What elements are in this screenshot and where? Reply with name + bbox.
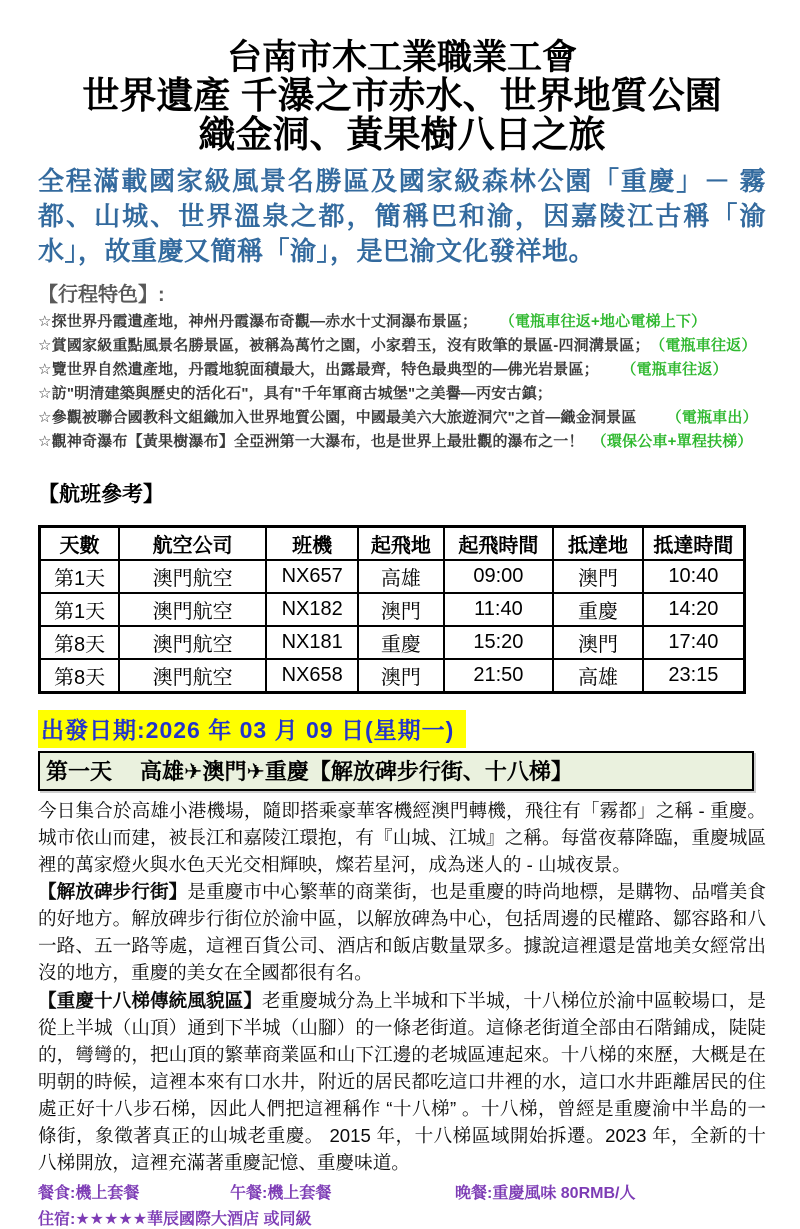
cell-arrive-time: 10:40 [643,560,745,593]
cell-depart-time: 21:50 [444,659,554,693]
cell-arrive-city: 澳門 [553,626,643,659]
meals-line [38,1180,766,1203]
cell-depart-city: 重慶 [358,626,444,659]
org-title: 台南市木工業職業工會 [226,38,577,77]
flight-table-header-row [40,526,745,560]
cell-depart-time: 15:20 [444,626,554,659]
cell-flight-no: NX181 [266,626,358,659]
feature-text: ☆觀神奇瀑布【黃果樹瀑布】全亞洲第一大瀑布，也是世界上最壯觀的瀑布之一！ [38,432,584,450]
flight-table [38,525,746,694]
meal-dinner: 晚餐:重慶風味 80RMB/人 [455,1184,636,1202]
cell-flight-no: NX657 [266,560,358,593]
cell-arrive-time: 17:40 [643,626,745,659]
cell-airline: 澳門航空 [119,560,266,593]
feature-note: （電瓶車往返） [657,336,757,354]
feature-text: ☆參觀被聯合國教科文組織加入世界地質公園，中國最美六大旅遊洞穴"之首—織金洞景區 [38,408,637,426]
intro-paragraph: 全程滿載國家級風景名勝區及國家級森林公園「重慶」－ 霧都、山城、世界溫泉之都，簡稱巴和渝，因嘉陵江古稱「渝水」，故重慶又簡稱「渝」，是巴渝文化發祥地。 [38,166,766,266]
feature-item [38,430,766,454]
day1-paragraph [38,878,766,987]
cell-day: 第8天 [40,626,120,659]
feature-note: （電瓶車往返） [628,360,728,378]
paragraph-text: 老重慶城分為上半城和下半城，十八梯位於渝中區較場口，是從上半城（山頂）通到下半城（山腳）的一條老街道。這條老街道全部由石階鋪成，陡陡的，彎彎的，把山頂的繁華商業區和山下江邊的老城區連起來。十八梯的來歷，大概是在明朝的時候，這裡本來有口水井，附近的居民都吃這口井裡的水，這口水井距離居民的住處正好十八步石梯，因此人們把這裡稱作 “十八梯” 。十八梯，曾經是重慶渝中半島的一條街，象徵著真正的山城老重慶。 2015 年，十八梯區域開始拆遷。2023 年，全新的十八梯開放，這裡充滿著重慶記憶、重慶味道。 [38,989,766,1174]
paragraph-text: 是重慶市中心繁華的商業街，也是重慶的時尚地標，是購物、品嚐美食的好地方。解放碑步行街位於渝中區，以解放碑為中心，包括周邊的民權路、鄒容路和八一路、五一路等處，這裡百貨公司、酒店和飯店數量眾多。據說這裡還是當地美女經常出沒的地方，重慶的美女在全國都很有名。 [38,881,766,984]
col-depart-time: 起飛時間 [444,526,554,560]
feature-note: （電瓶車出） [666,408,758,426]
cell-arrive-time: 23:15 [643,659,745,693]
feature-item [38,334,766,358]
cell-arrive-city: 澳門 [553,560,643,593]
feature-text: ☆探世界丹霞遺產地，神州丹霞瀑布奇觀—赤水十丈洞瀑布景區； [38,312,478,330]
col-day: 天數 [40,526,120,560]
feature-note: （電瓶車往返+地心電梯上下） [507,312,707,330]
cell-depart-time: 11:40 [444,593,554,626]
cell-depart-time: 09:00 [444,560,554,593]
paragraph-text: 今日集合於高雄小港機場，隨即搭乘豪華客機經澳門轉機，飛往有「霧都」之稱 - 重慶。城市依山而建，被長江和嘉陵江環抱，有『山城、江城』之稱。每當夜幕降臨，重慶城區裡的萬家燈火與水色天光交相輝映，燦若星河，成為迷人的 - 山城夜景。 [38,799,766,875]
col-arrive-time: 抵達時間 [643,526,745,560]
cell-flight-no: NX658 [266,659,358,693]
tour-title-line1: 世界遺產 千瀑之市赤水、世界地質公園 [82,74,722,116]
feature-text: ☆覽世界自然遺產地，丹霞地貌面積最大，出露最齊，特色最典型的—佛光岩景區； [38,360,599,378]
paragraph-lead: 【重慶十八梯傳統風貌區】 [38,989,263,1011]
cell-depart-city: 澳門 [358,593,444,626]
cell-airline: 澳門航空 [119,626,266,659]
flight-row [40,560,745,593]
tour-title-line2: 織金洞、黃果樹八日之旅 [198,113,606,155]
feature-text: ☆訪"明清建築與歷史的活化石"，具有"千年軍商古城堡"之美譽—丙安古鎮； [38,384,553,402]
feature-item [38,358,766,382]
day1-description [38,797,766,1177]
day1-route: 高雄✈澳門✈重慶【解放碑步行街、十八梯】 [140,758,573,784]
paragraph-lead: 【解放碑步行街】 [38,881,188,903]
flights-heading: 【航班參考】 [38,482,164,506]
cell-depart-city: 高雄 [358,560,444,593]
cell-day: 第8天 [40,659,120,693]
meal-lunch: 午餐:機上套餐 [230,1184,332,1202]
flight-row [40,659,745,693]
col-airline: 航空公司 [119,526,266,560]
cell-depart-city: 澳門 [358,659,444,693]
cell-day: 第1天 [40,560,120,593]
cell-airline: 澳門航空 [119,593,266,626]
col-arrive-city: 抵達地 [553,526,643,560]
cell-arrive-city: 高雄 [553,659,643,693]
cell-arrive-time: 14:20 [643,593,745,626]
features-list [38,310,766,454]
features-heading: 【行程特色】: [38,283,165,306]
meal-breakfast: 餐食:機上套餐 [38,1184,140,1202]
lodging-line: 住宿:★★★★★華辰國際大酒店 或同級 [38,1210,312,1228]
feature-item [38,310,766,334]
col-depart-city: 起飛地 [358,526,444,560]
departure-date-banner: 出發日期:2026 年 03 月 09 日(星期一) [38,710,466,748]
day1-paragraph [38,797,766,878]
cell-airline: 澳門航空 [119,659,266,693]
feature-text: ☆賞國家級重點風景名勝景區，被稱為萬竹之園，小家碧玉，沒有敗筆的景區-四洞溝景區； [38,336,650,354]
flight-row [40,626,745,659]
feature-item [38,406,766,430]
flight-row [40,593,745,626]
cell-arrive-city: 重慶 [553,593,643,626]
day1-label: 第一天 [46,758,113,784]
day1-header [38,751,754,791]
cell-flight-no: NX182 [266,593,358,626]
feature-item [38,382,766,406]
cell-day: 第1天 [40,593,120,626]
col-flight-no: 班機 [266,526,358,560]
day1-paragraph [38,987,766,1177]
feature-note: （環保公車+單程扶梯） [591,432,753,450]
